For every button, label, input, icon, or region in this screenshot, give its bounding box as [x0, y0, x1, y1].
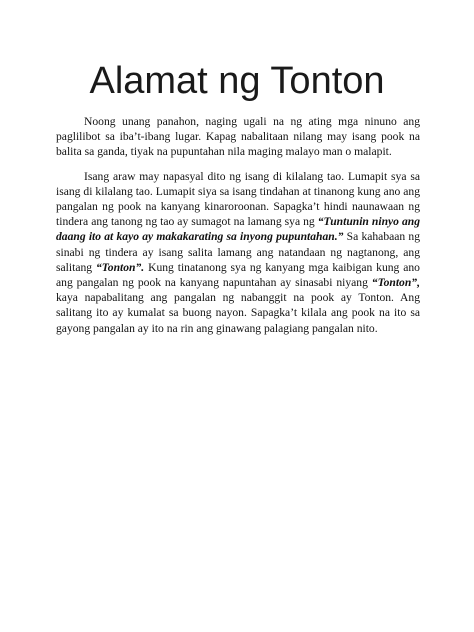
quoted-phrase: “Tuntunin ninyo ang daang ito at kayo ay makakarating sa inyong pupuntahan.” — [56, 215, 421, 244]
paragraph-text: Sa kahabaan ng sinabi ng tindera ay isang salita lamang ang natandaan ng nagtanong, ang salitang — [56, 230, 420, 274]
paragraph-text: Noong unang panahon, naging ugali na ng ating mga ninuno ang paglilibot sa iba’t-ibang lugar. Kapag nabalitaan nilang may isang pook na balita sa ganda, tiyak na pupuntahan nila maging malayo man o malapit. — [56, 115, 420, 159]
paragraph-text: kaya napabalitang ang pangalan ng nabanggit na pook ay Tonton. Ang salitang ito ay kumalat sa buong nayon. Sapagka’t kilala ang pook na ito sa gayong pangalan ay ito na rin ang ginawang palagiang pangalan nito. — [56, 291, 420, 335]
page-title: Alamat ng Tonton — [89, 60, 385, 102]
document-body — [56, 114, 420, 336]
paragraph-text: Kung tinatanong sya ng kanyang mga kaibigan kung ano ang pangalan ng pook na kanyang napuntahan ay sinasabi niyang — [56, 260, 420, 290]
quoted-word: “Tonton”. — [95, 260, 145, 274]
paragraph-1 — [56, 114, 420, 160]
paragraph-2 — [56, 169, 420, 336]
paragraph-text: Isang araw may napasyal dito ng isang di kilalang tao. Lumapit sya sa isang di kilalang tao. Lumapit siya sa isang tindahan at tinanong kung ano ang pangalan ng pook na kanyang kinaroroonan. Sapagka’t hindi naunawaan ng tindera ang tanong ng tao ay sumagot na lamang sya ng — [56, 169, 420, 229]
quoted-word: “Tonton”, — [371, 276, 420, 290]
